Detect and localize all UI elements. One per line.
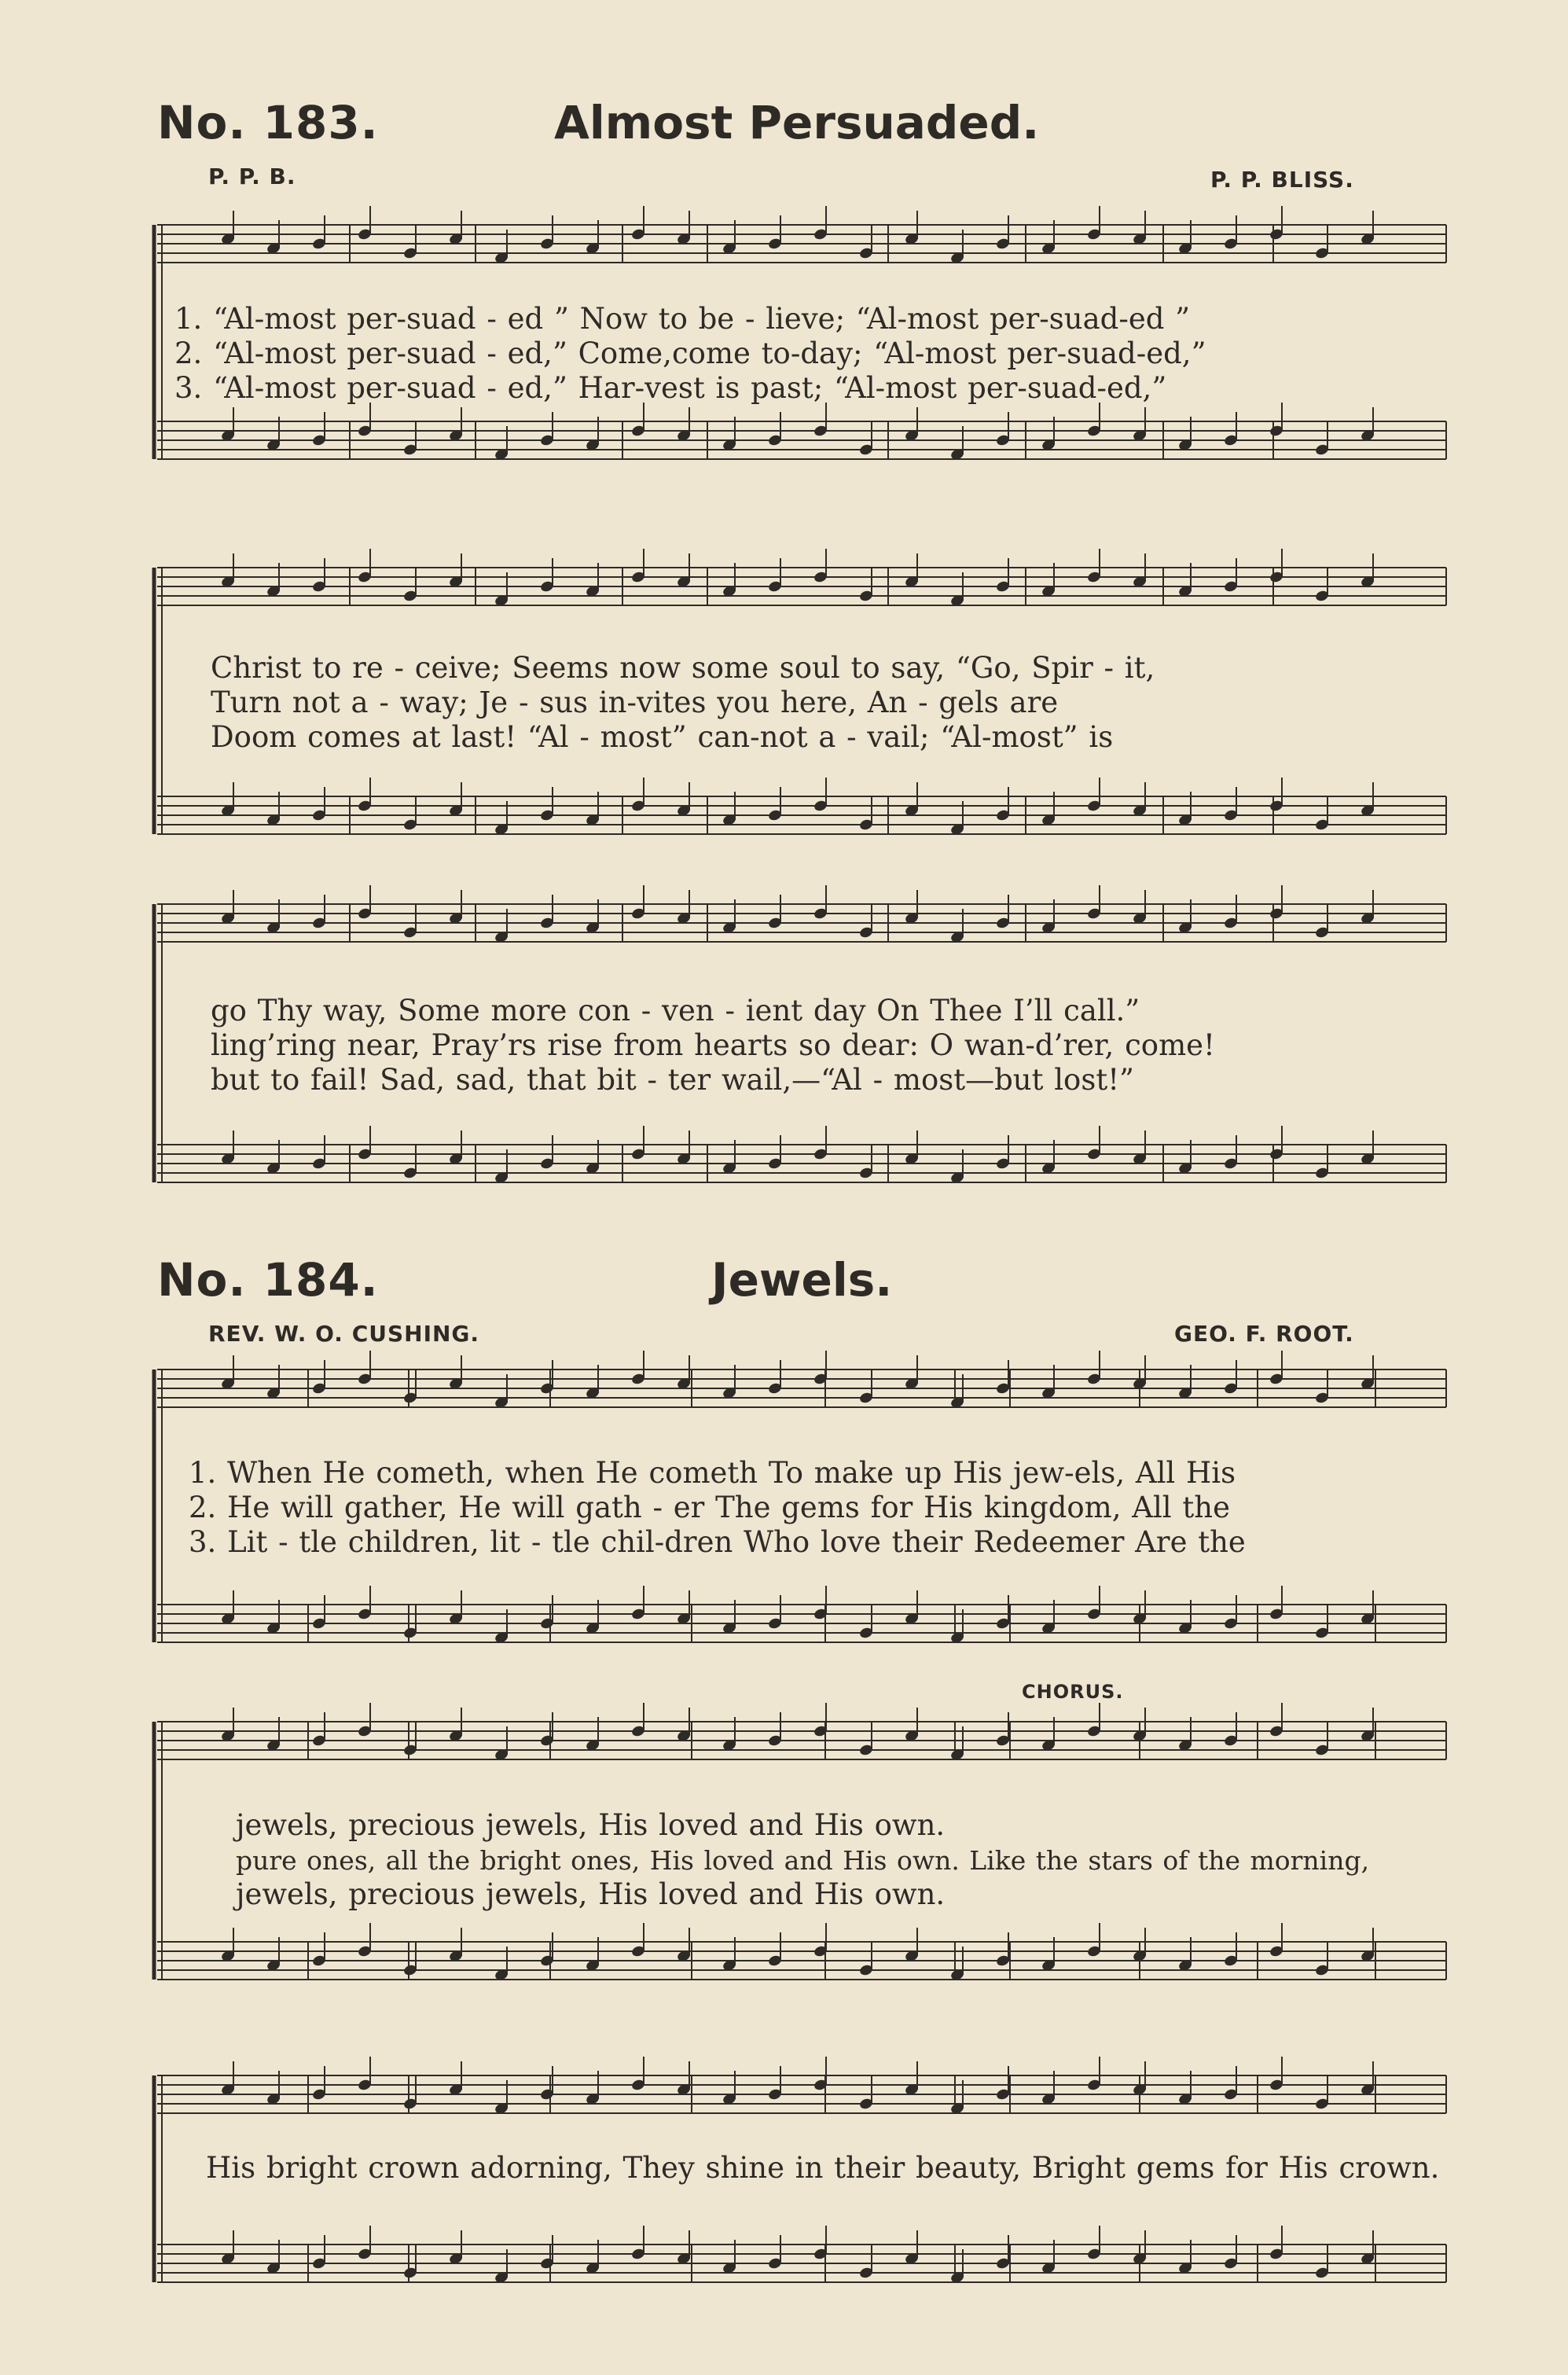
hymn-184-verse-3-line-2: jewels, precious jewels, His loved and His own. [236,1877,946,1911]
hymn-183-verse-2-line-3: ling’ring near, Pray’rs rise from hearts so dear: O wan-d’rer, come! [211,1028,1215,1062]
hymn-183-verse-2-line-1: 2. “Al-most per-suad - ed,” Come,come to-day; “Al-most per-suad-ed,” [174,336,1206,370]
hymn-183-number: No. 183. [157,96,379,149]
hymn-183-verse-1-line-2: Christ to re - ceive; Seems now some soul to say, “Go, Spir - it, [211,651,1155,685]
hymn-183-words-credit: P. P. B. [208,164,296,189]
hymn-184-verse-1-line-1: 1. When He cometh, when He cometh To make up His jew-els, All His [189,1456,1236,1490]
chorus-label: CHORUS. [1022,1681,1124,1703]
hymn-183-verse-1-line-1: 1. “Al-most per-suad - ed ” Now to be - lieve; “Al-most per-suad-ed ” [174,302,1191,336]
hymn-183-verse-2-line-2: Turn not a - way; Je - sus in-vites you here, An - gels are [211,686,1059,719]
hymn-183-verse-3-line-2: Doom comes at last! “Al - most” can-not a - vail; “Al-most” is [211,720,1114,754]
hymn-183-verse-1-line-3: go Thy way, Some more con - ven - ient day On Thee I’ll call.” [211,994,1140,1028]
hymn-183-verse-3-line-1: 3. “Al-most per-suad - ed,” Har-vest is past; “Al-most per-suad-ed,” [174,371,1167,405]
hymn-183-title: Almost Persuaded. [554,96,1040,149]
hymn-184-title: Jewels. [711,1253,893,1307]
hymn-183-music-credit: P. P. BLISS. [1210,167,1354,193]
hymn-184-words-credit: REV. W. O. CUSHING. [208,1321,480,1347]
hymn-184-music-credit: GEO. F. ROOT. [1174,1321,1354,1347]
hymn-184-verse-2-line-2: pure ones, all the bright ones, His loved and His own. Like the stars of the morning, [236,1845,1370,1876]
hymn-184-verse-2-line-1: 2. He will gather, He will gath - er The gems for His kingdom, All the [189,1491,1230,1524]
hymn-184-chorus-line: His bright crown adorning, They shine in their beauty, Bright gems for His crown. [206,2151,1440,2185]
hymn-184-number: No. 184. [157,1253,379,1307]
hymn-184-verse-1-line-2: jewels, precious jewels, His loved and His own. [236,1808,946,1842]
hymn-184-verse-3-line-1: 3. Lit - tle children, lit - tle chil-dren Who love their Redeemer Are the [189,1525,1246,1559]
hymn-183-verse-3-line-3: but to fail! Sad, sad, that bit - ter wail,—“Al - most—but lost!” [211,1063,1134,1097]
